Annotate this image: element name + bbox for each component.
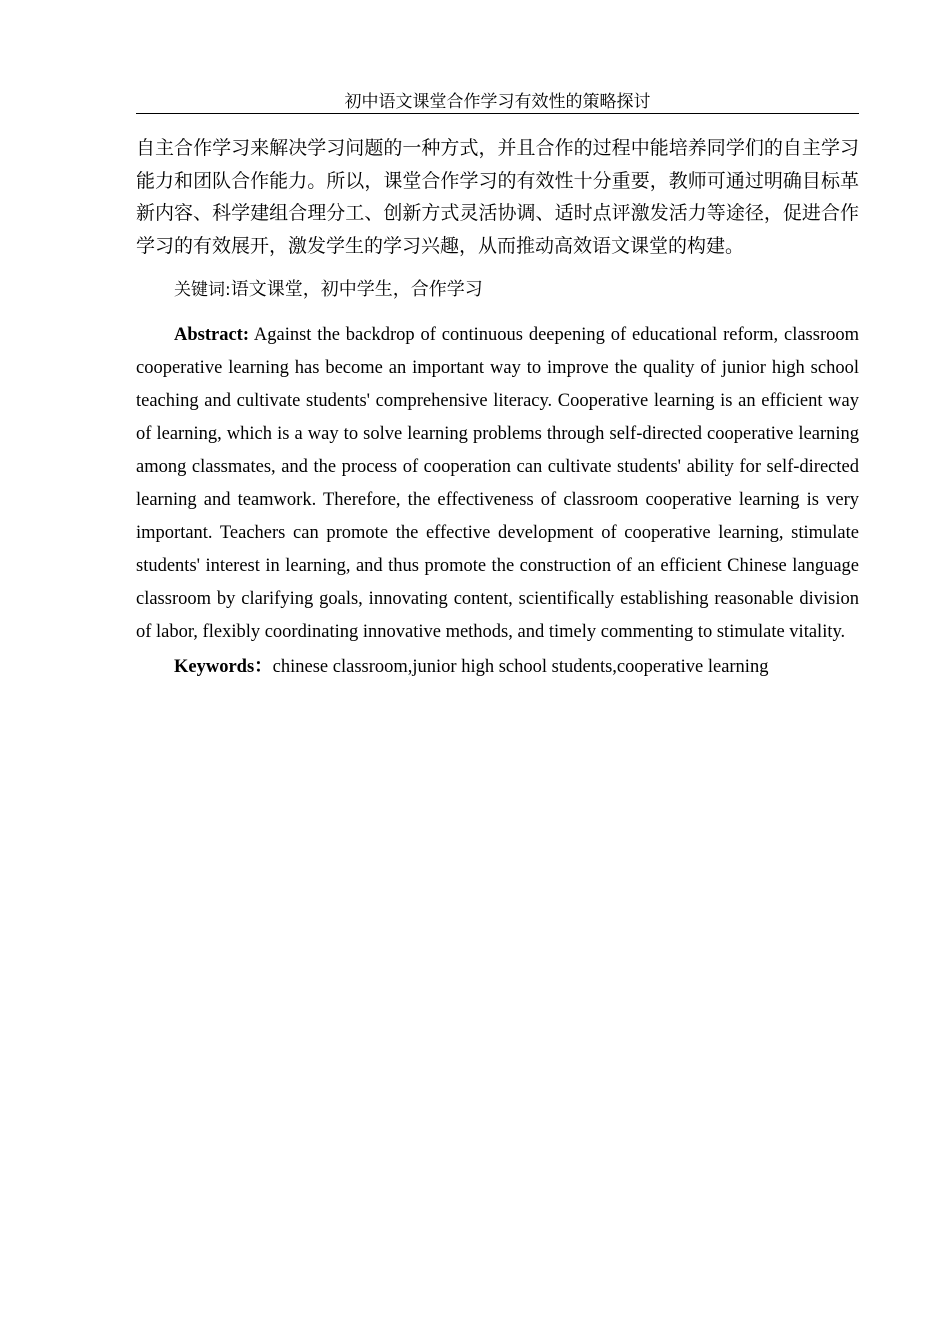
running-header [136, 92, 859, 114]
english-keywords-label: Keywords： [174, 657, 273, 677]
chinese-abstract-paragraph: 自主合作学习来解决学习问题的一种方式，并且合作的过程中能培养同学们的自主学习能力和团队合作能力。所以，课堂合作学习的有效性十分重要，教师可通过明确目标革新内容、科学建组合理分工、创新方式灵活协调、适时点评激发活力等途径，促进合作学习的有效展开，激发学生的学习兴趣，从而推动高效语文课堂的构建。 [136, 138, 859, 257]
english-abstract-text: Against the backdrop of continuous deepening of educational reform, classroom cooperative learning has become an important way to improve the quality of junior high school teaching and cultivate students' comprehensive literacy. Cooperative learning is an efficient way of learning, which is a way to solve learning problems through self-directed cooperative learning among classmates, and the process of cooperation can cultivate students' ability for self-directed learning and teamwork. Therefore, the effectiveness of classroom cooperative learning is very important. Teachers can promote the effective development of cooperative learning, stimulate students' interest in learning, and thus promote the construction of an efficient Chinese language classroom by clarifying goals, innovating content, scientifically establishing reasonable division of labor, flexibly coordinating innovative methods, and timely commenting to stimulate vitality. [136, 325, 859, 642]
english-abstract-paragraph [136, 319, 859, 649]
english-abstract-label: Abstract: [174, 325, 250, 345]
chinese-keywords [136, 274, 859, 305]
chinese-keywords-text: 语文课堂，初中学生，合作学习 [230, 279, 483, 299]
abstract-section [136, 133, 859, 684]
english-keywords-text: chinese classroom,junior high school students,cooperative learning [272, 657, 769, 677]
header-title: 初中语文课堂合作学习有效性的策略探讨 [344, 92, 651, 111]
english-keywords [136, 651, 859, 684]
chinese-keywords-label: 关键词: [174, 280, 231, 300]
